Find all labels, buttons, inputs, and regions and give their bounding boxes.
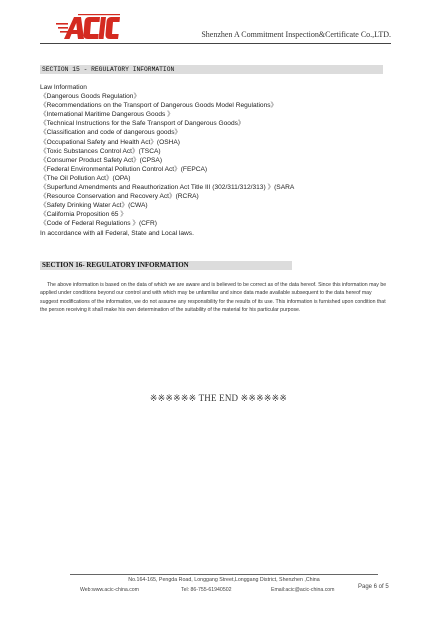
header-divider <box>40 43 391 44</box>
footer-divider <box>70 574 378 575</box>
acic-logo <box>56 14 120 40</box>
regulation-item: 《Occupational Safety and Health Act》(OSHA) <box>40 138 180 146</box>
page-number: Page 6 of 5 <box>358 584 389 590</box>
footer-website: Web:www.acic-china.com <box>80 587 140 593</box>
footer-email: Email:acic@acic-china.com <box>271 587 335 593</box>
disclaimer-paragraph: The above information is based on the data of which we are aware and is believed to be correct as of the data hereof. Since this information may be applied under conditions beyond our control and with which may be unfamiliar and since data made available subsequent to the data hereof may suggest modifications of the information, we do not assume any responsibility for the results of its use. This information is furnished upon condition that the person receiving it shall make his own determination of the suitability of the material for his particular purpose. <box>40 282 387 313</box>
regulation-item: 《Federal Environmental Pollution Control Act》(FEPCA) <box>40 165 208 173</box>
regulation-item: 《Consumer Product Safety Act》(CPSA) <box>40 156 163 164</box>
section-15-title: SECTION 15 - REGULATORY INFORMATION <box>42 66 175 73</box>
regulation-item: 《California Proposition 65 》 <box>40 211 127 219</box>
regulation-item: 《Technical Instructions for the Safe Transport of Dangerous Goods》 <box>40 120 245 128</box>
footer-address: No.164-165, Pengda Road, Longgang Street,Longgang District, Shenzhen ,China <box>128 577 320 583</box>
regulation-item: 《Superfund Amendments and Reauthorization Act Title III (302/311/312/313) 》(SARA <box>40 184 295 192</box>
footer-telephone: Tel: 86-755-61940502 <box>181 587 232 593</box>
regulation-item: 《International Maritime Dangerous Goods 》 <box>40 111 174 119</box>
regulation-item: 《Toxic Substances Control Act》(TSCA) <box>40 147 161 155</box>
regulation-item: 《The Oil Pollution Act》(OPA) <box>40 174 131 182</box>
company-name: Shenzhen A Commitment Inspection&Certificate Co.,LTD. <box>201 30 391 39</box>
section-15-header <box>40 65 383 74</box>
regulation-item: 《Resource Conservation and Recovery Act》(RCRA) <box>40 193 199 201</box>
regulatory-list <box>40 83 400 238</box>
the-end-marker: ※※※※※※ THE END ※※※※※※ <box>149 393 288 403</box>
regulation-item: 《Code of Federal Regulations 》(CFR) <box>40 220 157 228</box>
section-16-header <box>40 261 292 270</box>
compliance-statement: In accordance with all Federal, State and Local laws. <box>40 229 194 237</box>
law-information-label: Law Information <box>40 84 87 91</box>
regulation-item: 《Dangerous Goods Regulation》 <box>40 93 141 101</box>
regulation-item: 《Classification and code of dangerous goods》 <box>40 129 182 137</box>
regulation-item: 《Safety Drinking Water Act》(CWA) <box>40 202 148 210</box>
regulation-item: 《Recommendations on the Transport of Dangerous Goods Model Regulations》 <box>40 102 278 110</box>
section-16-title: SECTION 16- REGULATORY INFORMATION <box>42 261 189 269</box>
